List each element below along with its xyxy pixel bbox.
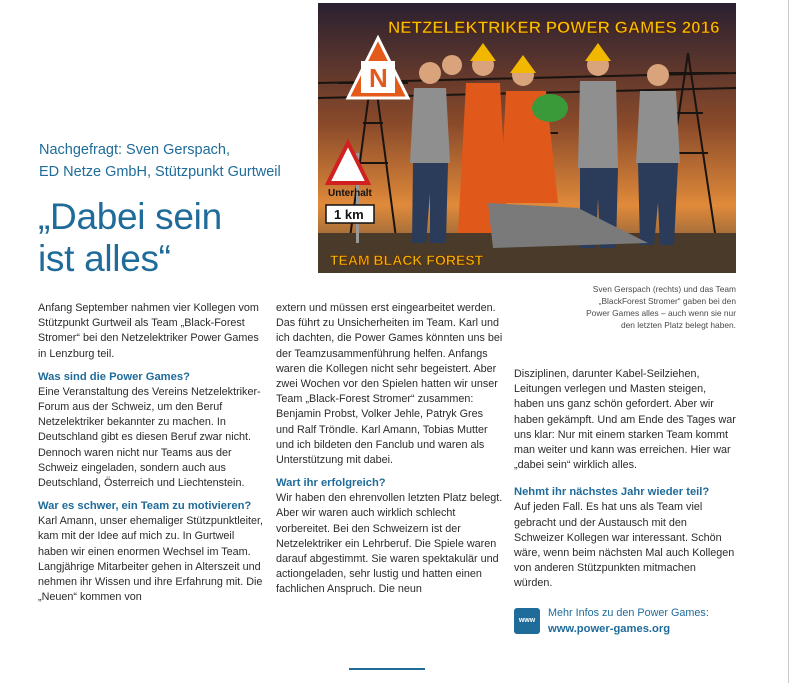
kicker-line: Nachgefragt: Sven Gerspach, — [39, 142, 231, 158]
sign-distance: 1 km — [334, 207, 364, 222]
caption-line: Sven Gerspach (rechts) und das Team — [592, 284, 736, 294]
bottom-divider — [349, 668, 425, 670]
more-info-box — [514, 606, 744, 638]
sign-label: Unterhalt — [328, 188, 372, 199]
caption-line: Power Games alles – auch wenn sie nur — [586, 308, 736, 318]
team-photo — [318, 3, 736, 273]
interview-kicker — [39, 139, 319, 183]
article-headline — [38, 196, 308, 280]
answer-paragraph: Wir haben den ehrenvollen letzten Platz belegt. Aber wir waren auch wirklich schlecht vorbereitet. Bei den Schweizern ist der Netzelektriker ein Lehrberuf. Die Spiele waren darauf abgestimmt. Sie waren spektakulär und actiongeladen, sehr lustig und hatten einen fachlichen Anspruch. Die neun — [276, 492, 503, 596]
answer-paragraph: Disziplinen, darunter Kabel-Seilziehen, Leitungen verlegen und Masten steigen, haben uns ganz schön gefordert. Aber wir haben gekämpft. Und am Ende des Tages war uns klar: Nur mit einem starken Team kommt man weiter und kann was erreichen. Hier war „dabei sein“ wirklich alles. — [514, 368, 736, 472]
kicker-line: ED Netze GmbH, Stützpunkt Gurtweil — [39, 164, 281, 180]
photo-banner: NETZELEKTRIKER POWER GAMES 2016 — [388, 18, 720, 37]
question-heading: Nehmt ihr nächstes Jahr wieder teil? — [514, 486, 710, 499]
headline-line: ist alles“ — [38, 238, 171, 279]
page-edge-rule — [788, 0, 789, 683]
caption-line: den letzten Platz belegt haben. — [620, 320, 736, 330]
article-column-2 — [276, 301, 504, 598]
answer-paragraph: Auf jeden Fall. Es hat uns als Team viel gebracht und der Austausch mit den Schweizer Kollegen war interessant. Schön wäre, wenn beim nächsten Mal auch Kollegen von anderen Stützpunkten mitmachen würden. — [514, 501, 735, 590]
question-heading: Wart ihr erfolgreich? — [276, 477, 386, 490]
www-icon: www — [514, 608, 540, 634]
intro-paragraph: Anfang September nahmen vier Kollegen vom Stützpunkt Gurtweil als Team „Black-Forest Stromer“ bei den Netzelektriker Power Games in Lenzburg teil. — [38, 302, 259, 360]
headline-line: „Dabei sein — [38, 196, 222, 237]
answer-paragraph: extern und müssen erst eingearbeitet werden. Das führt zu Unsicherheiten im Team. Karl und ich dachten, die Power Games könnten uns bei der Teamzusammenführung helfen. Anfangs waren die Kollegen nicht sehr begeistert. Aber zwei Wochen vor den Spielen hatten wir unser Team „Black-Forest Stromer“ zusammen: Benjamin Probst, Volker Jehle, Patryk Gres und Ralf Tröndle. Karl Amann, Tobias Mutter und ich bildeten den Fanclub und waren als Unterstützung mit dabei. — [276, 302, 503, 467]
question-heading: War es schwer, ein Team zu motivieren? — [38, 500, 252, 513]
question-heading: Was sind die Power Games? — [38, 370, 190, 383]
answer-paragraph: Eine Veranstaltung des Vereins Netzelektriker-Forum aus der Schweiz, um den Beruf Netzelektriker bekannter zu machen. In Deutschland gibt es diesen Beruf zwar nicht. Dennoch waren nicht nur Teams aus der Schweiz eingeladen, sondern auch aus Deutschland, Österreich und Liechtenstein. — [38, 385, 261, 490]
logo-letter: N — [369, 63, 388, 93]
article-column-3 — [514, 367, 736, 592]
photo-caption — [560, 283, 736, 331]
article-column-1 — [38, 301, 266, 605]
more-info-label: Mehr Infos zu den Power Games: — [548, 607, 709, 619]
power-games-link[interactable]: www.power-games.org — [548, 623, 671, 635]
answer-paragraph: Karl Amann, unser ehemaliger Stützpunktleiter, kam mit der Idee auf mich zu. In Gurtweil haben wir einen enormen Wechsel im Team. Langjährige Mitarbeiter gehen in Alterszeit und nehmen ihr Wissen und ihre Erfahrung mit. Die „Neuen“ kommen von — [38, 515, 264, 604]
photo-team-label: TEAM BLACK FOREST — [330, 252, 484, 268]
caption-line: „BlackForest Stromer“ gaben bei den — [598, 296, 736, 306]
